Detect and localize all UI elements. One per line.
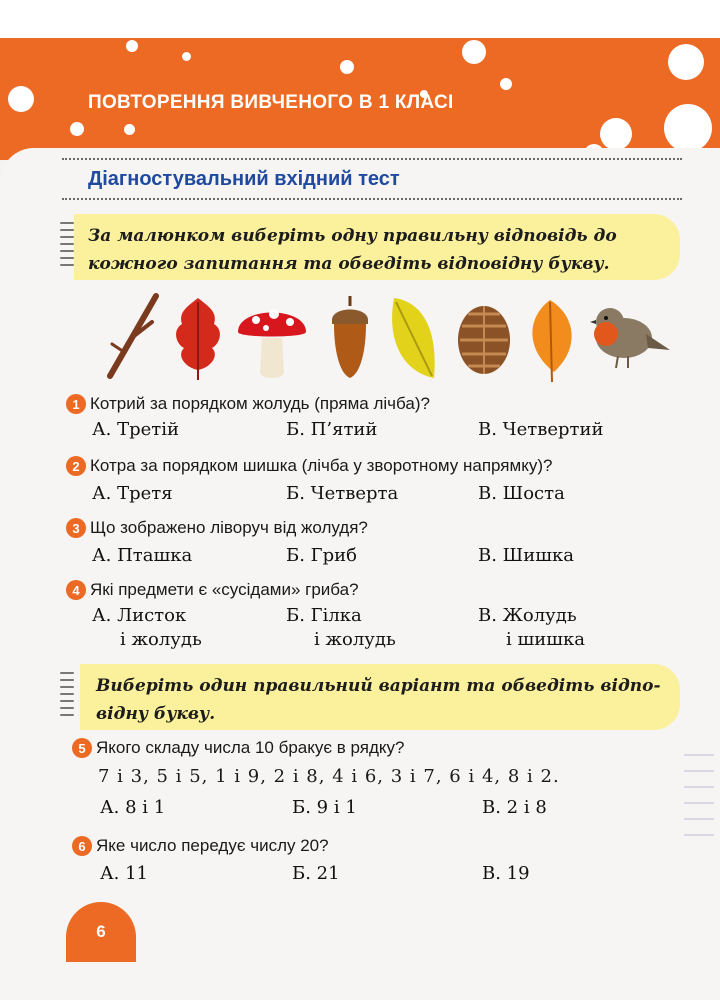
red-leaf-icon <box>170 292 226 382</box>
answer-4b-main: Б. Гілка <box>286 605 362 626</box>
question-4-number: 4 <box>66 580 86 600</box>
question-3-text: Що зображено ліворуч від жолудя? <box>90 518 368 537</box>
answer-4b-sub: і жолудь <box>314 629 396 650</box>
answer-4c[interactable] <box>478 604 585 652</box>
question-1 <box>66 394 430 414</box>
question-5 <box>72 738 405 758</box>
answer-4c-sub: і шишка <box>506 629 585 650</box>
answer-6a[interactable]: А. 11 <box>100 863 148 884</box>
answer-2a[interactable]: А. Третя <box>92 483 173 504</box>
acorn-icon <box>326 292 374 384</box>
answer-5c[interactable]: В. 2 і 8 <box>482 797 547 818</box>
answer-6c[interactable]: В. 19 <box>482 863 530 884</box>
answer-4a[interactable] <box>92 604 202 652</box>
number-sequence: 7 і 3, 5 і 5, 1 і 9, 2 і 8, 4 і 6, 3 і 7, 6 і 4, 8 і 2. <box>98 766 560 787</box>
pictures-row <box>100 292 680 388</box>
top-strip <box>0 0 720 38</box>
answer-4c-main: В. Жолудь <box>478 605 577 626</box>
question-3-number: 3 <box>66 518 86 538</box>
bleed-through-lines <box>680 740 720 880</box>
question-5-text: Якого складу числа 10 бракує в рядку? <box>96 738 405 757</box>
answer-5b[interactable]: Б. 9 і 1 <box>292 797 357 818</box>
answer-3b[interactable]: Б. Гриб <box>286 545 357 566</box>
question-4-text: Які предмети є «сусідами» гриба? <box>90 580 359 599</box>
instruction-2-line2: відну букву. <box>96 704 216 724</box>
twig-icon <box>104 292 162 382</box>
answer-1c[interactable]: В. Четвертий <box>478 419 604 440</box>
divider-bottom <box>62 198 682 200</box>
answer-4b[interactable] <box>286 604 396 652</box>
answer-3a[interactable]: А. Пташка <box>92 545 193 566</box>
header-title: ПОВТОРЕННЯ ВИВЧЕНОГО В 1 КЛАСІ <box>88 92 454 113</box>
instruction-1 <box>74 214 680 280</box>
question-1-text: Котрий за порядком жолудь (пряма лічба)? <box>90 394 430 413</box>
question-3 <box>66 518 368 538</box>
instruction-1-line2: кожного запитання та обведіть відповідну букву. <box>88 254 610 274</box>
question-1-number: 1 <box>66 394 86 414</box>
orange-leaf-icon <box>520 292 582 384</box>
robin-bird-icon <box>588 298 672 378</box>
question-6-text: Яке число передує числу 20? <box>96 836 329 855</box>
instruction-2-line1: Виберіть один правильний варіант та обведіть відпо- <box>96 676 661 696</box>
mushroom-icon <box>234 292 310 384</box>
spiral-icon <box>60 222 74 271</box>
pine-cone-icon <box>454 292 514 384</box>
answer-4a-sub: і жолудь <box>120 629 202 650</box>
instruction-1-line1: За малюнком виберіть одну правильну відповідь до <box>88 226 617 246</box>
section-title: Діагностувальний вхідний тест <box>88 168 400 190</box>
question-5-number: 5 <box>72 738 92 758</box>
answer-4a-main: А. Листок <box>92 605 187 626</box>
spiral-icon-2 <box>60 672 74 721</box>
page-number: 6 <box>66 902 136 962</box>
question-6 <box>72 836 329 856</box>
yellow-leaf-icon <box>384 292 440 384</box>
question-6-number: 6 <box>72 836 92 856</box>
answer-3c[interactable]: В. Шишка <box>478 545 574 566</box>
answer-5a[interactable]: А. 8 і 1 <box>100 797 166 818</box>
answer-1a[interactable]: А. Третій <box>92 419 179 440</box>
answer-1b[interactable]: Б. П’ятий <box>286 419 378 440</box>
answer-2c[interactable]: В. Шоста <box>478 483 565 504</box>
instruction-2 <box>80 664 680 730</box>
answer-6b[interactable]: Б. 21 <box>292 863 340 884</box>
question-4 <box>66 580 359 600</box>
question-2 <box>66 456 552 476</box>
question-2-number: 2 <box>66 456 86 476</box>
page-header <box>0 38 720 160</box>
question-2-text: Котра за порядком шишка (лічба у зворотному напрямку)? <box>90 456 553 475</box>
answer-2b[interactable]: Б. Четверта <box>286 483 399 504</box>
divider-top <box>62 158 682 160</box>
